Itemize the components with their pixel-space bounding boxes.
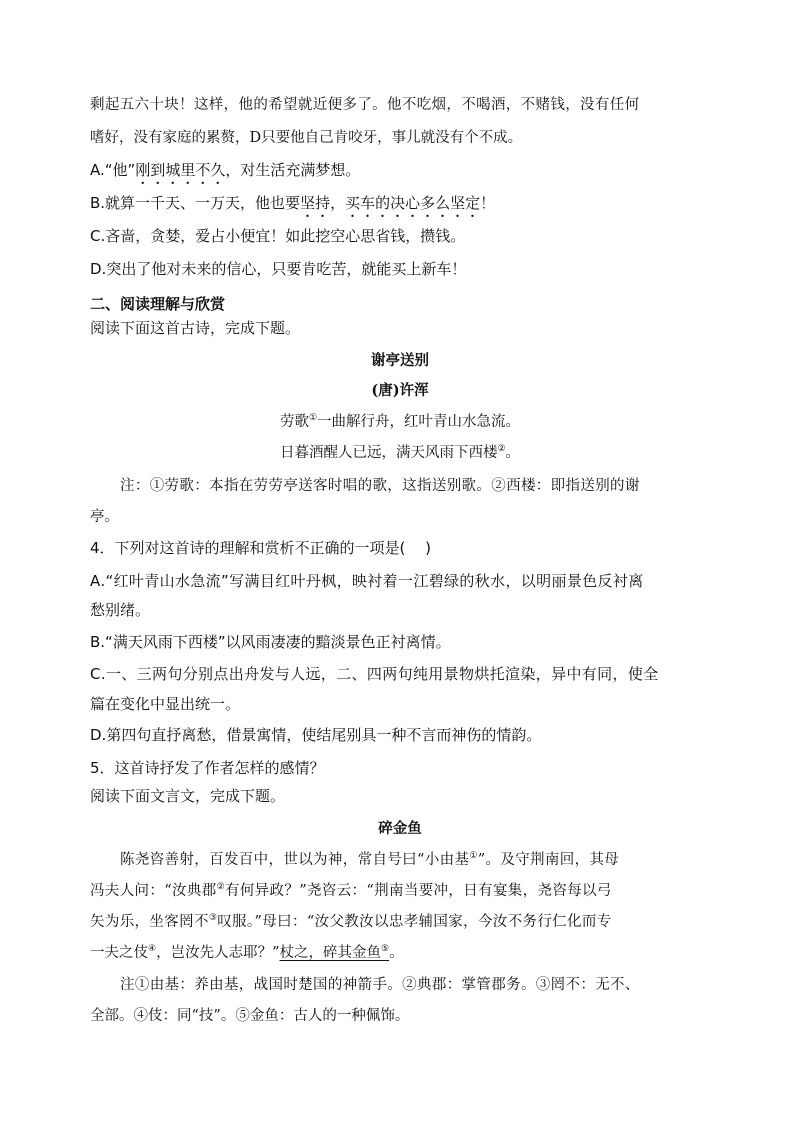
classical-line-4-post: 。 (389, 945, 404, 961)
classical-line-1-pre: 陈尧咨善射，百发百中，世以为神，常自号曰“小由基 (120, 852, 470, 868)
footnote-marker: ① (469, 851, 478, 861)
classical-line-3-pre: 矢为乐，坐客罔不 (90, 914, 209, 930)
poem-line-2 (90, 441, 710, 465)
section-heading: 二、阅读理解与欣赏 (90, 295, 226, 313)
q5-intro: 阅读下面文言文，完成下题。 (90, 787, 286, 805)
classical-line-2-post: 有何异政？”尧咨云：“荆南当要冲，日有宴集，尧咨每以弓 (224, 883, 612, 899)
q4-option-c-line-1: C.一、三两句分别点出舟发与人远，二、四两句纯用景物烘托渲染，异中有同，使全 (90, 665, 659, 683)
underlined-sentence-text: 杖之，碎其金鱼 (279, 945, 381, 961)
classical-line-1-post: ”。及守荆南回，其母 (477, 852, 620, 868)
q3-option-b-prefix: B.就算一千天、一万天，他也要 (90, 194, 301, 212)
classical-line-1 (120, 848, 710, 872)
classical-line-4-mid: ，岂汝先人志耶？” (156, 945, 280, 961)
classical-note-line-2: 全部。④伎：同“技”。⑤金鱼：古人的一种佩饰。 (90, 1008, 410, 1024)
poem-line-1-pre: 劳歌 (279, 414, 309, 430)
q3-option-a-prefix: A.“他” (90, 161, 136, 179)
q3-option-b-emphasis-2: 买车的决心多么坚定 (345, 194, 481, 212)
poem-author: (唐)许浑 (371, 382, 429, 399)
q3-option-d: D.突出了他对未来的信心，只要肯吃苦，就能买上新车！ (90, 260, 467, 278)
poem-line-2-pre: 日暮酒醒人已远，满天风雨下西楼 (279, 445, 498, 461)
classical-line-4 (90, 941, 710, 965)
q4-stem: 4．下列对这首诗的理解和赏析不正确的一项是( ) (90, 539, 432, 557)
poem-line-2-post: 。 (505, 445, 521, 461)
passage-line-2: 嗜好，没有家庭的累赘，D只要他自己肯咬牙，事儿就没有个不成。 (90, 130, 523, 146)
footnote-marker: ⑤ (381, 944, 390, 954)
footnote-marker: ③ (208, 913, 218, 923)
poem-note-line-1: 注：①劳歌：本指在劳劳亭送客时唱的歌，这指送别歌。②西楼：即指送别的谢 (120, 478, 640, 494)
q3-option-a (90, 158, 710, 188)
classical-line-2 (90, 879, 710, 903)
footnote-marker: ② (497, 444, 506, 454)
classical-line-2-pre: 冯夫人问：“汝典郡 (90, 883, 217, 899)
section-intro: 阅读下面这首古诗，完成下题。 (90, 319, 301, 337)
q3-option-a-suffix: 对生活充满梦想。 (240, 161, 361, 179)
footnote-marker: ① (308, 413, 318, 423)
q3-option-b (90, 191, 710, 221)
poem-title: 谢亭送别 (371, 352, 429, 369)
classical-line-3 (90, 910, 710, 934)
footnote-marker: ② (216, 882, 225, 892)
q3-option-b-emphasis-1: 坚持 (300, 194, 331, 212)
q3-option-b-suffix: ！ (480, 194, 496, 212)
q3-option-a-emphasis: 刚到城里不久， (135, 161, 241, 179)
q4-option-d: D.第四句直抒离愁，借景寓情，使结尾别具一种不言而神伤的情韵。 (90, 726, 542, 744)
classical-note-line-1: 注①由基：养由基，战国时楚国的神箭手。②典郡：掌管郡务。③罔不：无不、 (120, 977, 640, 993)
q3-option-c: C.吝啬，贪婪，爱占小便宜！如此挖空心思省钱，攒钱。 (90, 227, 466, 245)
q4-option-c-line-2: 篇在变化中显出统一。 (90, 695, 241, 713)
q4-option-a-line-1: A.“红叶青山水急流”写满目红叶丹枫，映衬着一江碧绿的秋水，以明丽景色反衬离 (90, 572, 644, 590)
classical-line-3-post: 叹服。”母曰：“汝父教汝以忠孝辅国家，今汝不务行仁化而专 (217, 914, 612, 930)
footnote-marker: ④ (148, 944, 157, 954)
classical-line-4-pre: 一夫之伎 (90, 945, 148, 961)
q5-stem: 5．这首诗抒发了作者怎样的感情？ (90, 759, 325, 777)
poem-line-1 (90, 410, 710, 434)
q4-option-b: B.“满天风雨下西楼”以风雨凄凄的黯淡景色正衬离情。 (90, 633, 451, 651)
q3-option-b-middle: ， (330, 194, 346, 212)
q4-option-a-line-2: 愁别绪。 (90, 601, 151, 619)
underlined-sentence (280, 945, 390, 961)
classical-title: 碎金鱼 (378, 820, 422, 837)
poem-line-1-post: 一曲解行舟，红叶青山水急流。 (317, 414, 521, 430)
passage-line-1: 剩起五六十块！这样，他的希望就近便多了。他不吃烟，不喝酒，不赌钱，没有任何 (90, 97, 640, 113)
poem-note-line-2: 亭。 (90, 509, 119, 525)
